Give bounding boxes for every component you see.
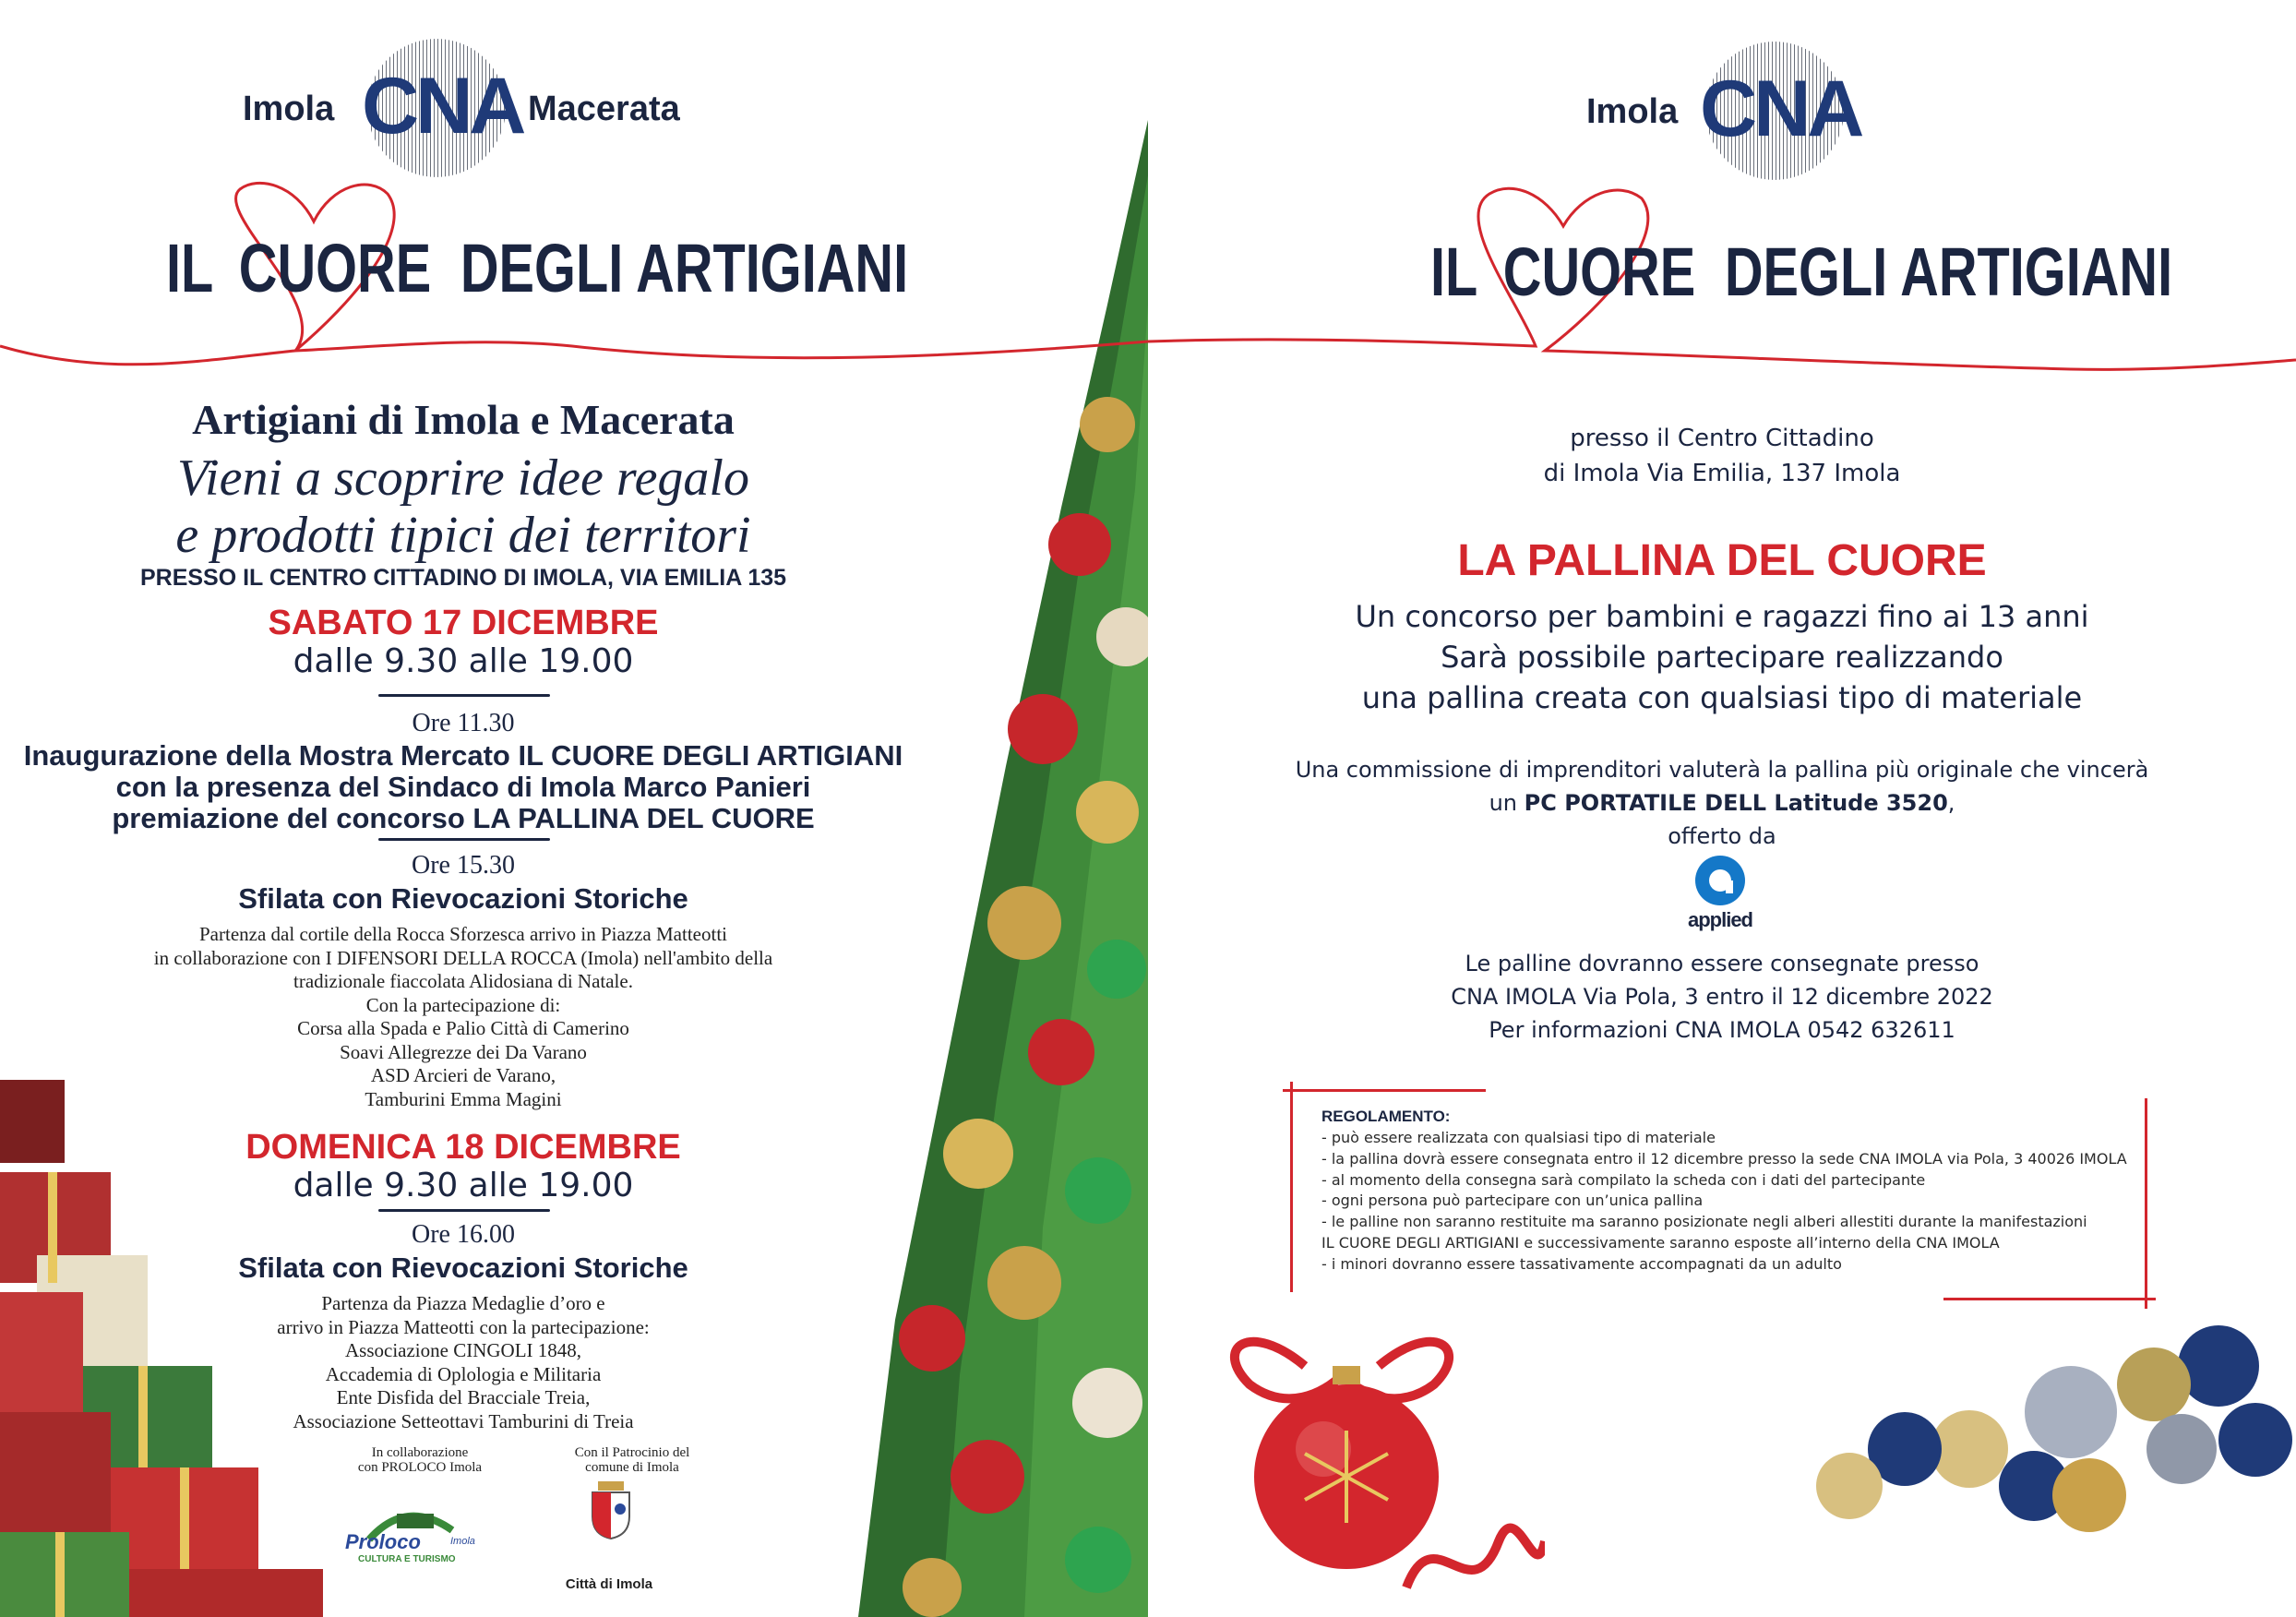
sunday-hours: dalle 9.30 alle 19.00: [293, 1167, 634, 1204]
delivery-line: Le palline dovranno essere consegnate presso: [1465, 951, 1979, 976]
intro-heading: Artigiani di Imola e Macerata: [192, 396, 735, 443]
sunday-date: DOMENICA 18 DICEMBRE: [245, 1128, 681, 1167]
rule-item: - ogni persona può partecipare con un’unica pallina: [1321, 1192, 1704, 1210]
collab-line: con PROLOCO Imola: [357, 1460, 483, 1475]
desc-line: Associazione Setteottavi Tamburini di Treia: [293, 1409, 634, 1432]
contest-line: Un concorso per bambini e ragazzi fino ai 13 anni: [1355, 599, 2089, 634]
logo-city-imola: Imola: [1586, 92, 1679, 131]
saturday-event2-time: Ore 15.30: [412, 851, 515, 880]
rule-item: - i minori dovranno essere tassativamente accompagnati da un adulto: [1321, 1254, 1842, 1273]
delivery-line: Per informazioni CNA IMOLA 0542 632611: [1489, 1017, 1955, 1043]
saturday-event1-time: Ore 11.30: [412, 709, 515, 737]
venue: [1148, 421, 2296, 491]
rule-item: - le palline non saranno restituite ma saranno posizionate negli alberi allestiti durante la manifestazioni: [1321, 1213, 2087, 1231]
desc-line: arrivo in Piazza Matteotti con la partecipazione:: [277, 1315, 650, 1338]
prize-suffix: ,: [1947, 790, 1955, 816]
prize-line-3: offerto da: [1668, 823, 1776, 849]
event-title: [1430, 233, 2172, 311]
saturday-event2-title: Sfilata con Rievocazioni Storiche: [238, 882, 688, 915]
logo-city-macerata: Macerata: [528, 90, 680, 128]
rules-border-left: [1290, 1082, 1293, 1292]
delivery-info: [1148, 947, 2296, 1047]
desc-line: in collaborazione con I DIFENSORI DELLA ROCCA (Imola) nell'ambito della: [153, 946, 773, 969]
saturday-event1-desc: [0, 740, 927, 834]
proloco-tagline: CULTURA E TURISMO: [358, 1554, 456, 1564]
intro-line-1: Vieni a scoprire idee regalo: [177, 449, 749, 507]
desc-line: Partenza da Piazza Medaglie d’oro e: [321, 1292, 605, 1314]
intro-line-2: e prodotti tipici dei territori: [175, 507, 751, 564]
rule-item: - la pallina dovrà essere consegnata entro il 12 dicembre presso la sede CNA IMOLA via Pola, 3 40026 IMOLA: [1321, 1149, 2127, 1168]
rules-border-bottom: [1943, 1298, 2156, 1300]
cna-logo-text: CNA: [1700, 65, 1861, 153]
event-title-part2: CUORE: [238, 230, 432, 306]
right-flyer: [1148, 0, 2296, 1617]
saturday-event1-line: premiazione del concorso LA PALLINA DEL CUORE: [112, 802, 815, 834]
desc-line: Ente Disfida del Bracciale Treia,: [336, 1386, 591, 1408]
contest-description: [1148, 596, 2296, 718]
desc-line: Partenza dal cortile della Rocca Sforzesca arrivo in Piazza Matteotti: [199, 923, 727, 945]
sunday-event-title: Sfilata con Rievocazioni Storiche: [238, 1252, 688, 1284]
contest-line: una pallina creata con qualsiasi tipo di materiale: [1361, 680, 2083, 715]
collab-caption: [318, 1445, 521, 1475]
rule-item: - può essere realizzata con qualsiasi tipo di materiale: [1321, 1129, 1716, 1146]
desc-line: Soavi Allegrezze dei Da Varano: [340, 1040, 587, 1063]
rules-title: REGOLAMENTO:: [1321, 1108, 1451, 1125]
divider: [378, 694, 550, 697]
divider: [378, 1209, 550, 1212]
divider: [378, 838, 550, 841]
logo-city-imola: Imola: [243, 90, 335, 128]
sponsor-name: applied: [1687, 908, 1752, 931]
rules-list: [1321, 1128, 2127, 1276]
intro-location: PRESSO IL CENTRO CITTADINO DI IMOLA, VIA EMILIA 135: [139, 565, 787, 591]
rule-item: - al momento della consegna sarà compilato la scheda con i dati del partecipante: [1321, 1170, 1926, 1189]
prize-prefix: un: [1489, 790, 1525, 816]
collab-line: In collaborazione: [371, 1445, 469, 1460]
prize: [1148, 753, 2296, 853]
desc-line: ASD Arcieri de Varano,: [370, 1064, 556, 1086]
event-title-part2: CUORE: [1502, 234, 1696, 310]
proloco-logo: [341, 1503, 498, 1567]
saturday-event1-line: Inaugurazione della Mostra Mercato IL CUORE DEGLI ARTIGIANI: [23, 739, 903, 772]
red-bauble-illustration: [1194, 1311, 1545, 1617]
patron-line: comune di Imola: [585, 1460, 679, 1475]
contest-line: Sarà possibile partecipare realizzando: [1441, 640, 2003, 675]
gold-blue-baubles-illustration: [1794, 1311, 2296, 1617]
desc-line: tradizionale fiaccolata Alidosiana di Natale.: [293, 970, 633, 992]
event-title-part3: DEGLI ARTIGIANI: [1724, 234, 2173, 310]
saturday-date: SABATO 17 DICEMBRE: [268, 604, 659, 642]
event-title-part1: IL: [1430, 234, 1477, 310]
proloco-name: Proloco: [345, 1530, 421, 1553]
desc-line: Accademia di Oplologia e Militaria: [325, 1362, 602, 1385]
desc-line: Corsa alla Spada e Palio Città di Camerino: [297, 1017, 629, 1039]
rule-item: IL CUORE DEGLI ARTIGIANI e successivamente saranno esposte all’interno della CNA IMOLA: [1321, 1233, 2000, 1252]
event-title: [166, 229, 908, 307]
venue-line: presso il Centro Cittadino: [1570, 425, 1874, 452]
event-title-part1: IL: [166, 230, 213, 306]
patron-caption: [531, 1445, 734, 1475]
sunday-event-time: Ore 16.00: [412, 1220, 515, 1249]
contest-title: LA PALLINA DEL CUORE: [1457, 536, 1987, 585]
imola-coat-of-arms-icon: [589, 1481, 633, 1540]
patron-line: Con il Patrocinio del: [574, 1445, 690, 1460]
desc-line: Associazione CINGOLI 1848,: [344, 1339, 582, 1361]
comune-caption: Città di Imola: [565, 1576, 653, 1592]
prize-name: PC PORTATILE DELL Latitude 3520: [1524, 790, 1948, 816]
delivery-line: CNA IMOLA Via Pola, 3 entro il 12 dicembre 2022: [1451, 984, 1993, 1010]
rules-border-top: [1283, 1089, 1486, 1092]
proloco-city: Imola: [450, 1536, 475, 1547]
desc-line: Con la partecipazione di:: [365, 993, 561, 1016]
prize-line-2: [1148, 786, 2296, 820]
prize-line-1: Una commissione di imprenditori valuterà la pallina più originale che vincerà: [1295, 757, 2149, 783]
event-title-part3: DEGLI ARTIGIANI: [460, 230, 909, 306]
venue-line: di Imola Via Emilia, 137 Imola: [1543, 460, 1901, 487]
saturday-event2-desc: [0, 923, 927, 1111]
rules-border-right: [2145, 1098, 2147, 1309]
saturday-hours: dalle 9.30 alle 19.00: [293, 642, 634, 680]
sunday-event-desc: [0, 1292, 927, 1433]
saturday-event1-line: con la presenza del Sindaco di Imola Marco Panieri: [115, 771, 811, 803]
cna-logo-text: CNA: [362, 62, 523, 150]
desc-line: Tamburini Emma Magini: [365, 1087, 562, 1110]
applied-logo-icon: [1694, 855, 1746, 906]
